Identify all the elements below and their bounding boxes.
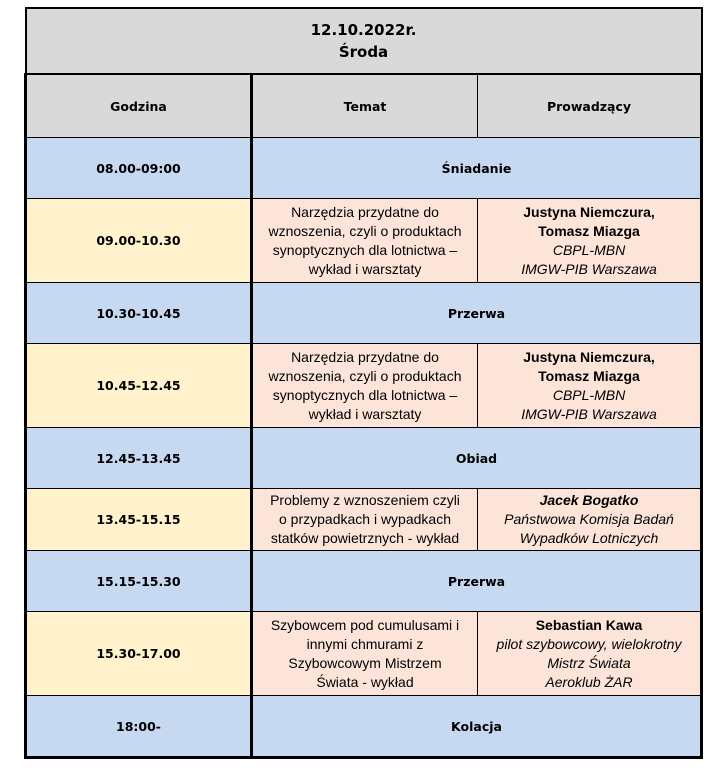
table-row [26,428,702,489]
lead-cell [478,489,702,551]
time-cell: 08.00-09:00 [26,138,252,199]
lead-name: Jacek Bogatko [539,492,639,508]
table-row [26,612,702,696]
topic-cell: Narzędzia przydatne do wznoszenia, czyli o produktach synoptycznych dla lotnictwa – wykład i warsztaty [252,199,478,283]
table-row [26,551,702,612]
time-cell: 10.30-10.45 [26,283,252,344]
time-cell: 18:00- [26,696,252,758]
lead-org: Aeroklub ŻAR [545,673,633,690]
table-row [26,489,702,551]
lead-org: pilot szybowcowy, wielokrotny [496,635,682,652]
time-cell: 10.45-12.45 [26,344,252,428]
table-row [26,344,702,428]
time-cell: 15.30-17.00 [26,612,252,696]
lead-cell [478,612,702,696]
time-cell: 12.45-13.45 [26,428,252,489]
schedule-table [24,7,703,759]
lead-org: Wypadków Lotniczych [519,530,659,546]
lead-org: Państwowa Komisja Badań [504,511,674,527]
schedule-day: Środa [338,43,389,61]
topic-cell: Problemy z wznoszeniem czyli o przypadkach i wypadkach statków powietrznych - wykład [252,489,478,551]
column-header-time: Godzina [26,74,252,138]
lead-cell [478,344,702,428]
event-label: Kolacja [252,696,702,758]
time-cell: 09.00-10.30 [26,199,252,283]
table-row [26,138,702,199]
lead-name: Justyna Niemczura, [523,348,655,365]
time-cell: 13.45-15.15 [26,489,252,551]
schedule-date: 12.10.2022r. [310,21,417,39]
table-row [26,199,702,283]
lead-cell [478,199,702,283]
topic-cell: Szybowcem pod cumulusami i innymi chmurami z Szybowcowym Mistrzem Świata - wykład [252,612,478,696]
table-row [26,696,702,758]
topic-cell: Narzędzia przydatne do wznoszenia, czyli o produktach synoptycznych dla lotnictwa – wykład i warsztaty [252,344,478,428]
lead-name: Sebastian Kawa [535,616,643,633]
event-label: Obiad [252,428,702,489]
lead-org: IMGW-PIB Warszawa [521,405,657,422]
column-header-topic: Temat [252,74,478,138]
event-label: Przerwa [252,551,702,612]
lead-org: Mistrz Świata [547,654,631,671]
event-label: Śniadanie [252,138,702,199]
lead-name: Justyna Niemczura, [523,203,655,220]
table-row [26,283,702,344]
lead-org: CBPL-MBN [552,386,626,403]
column-header-lead: Prowadzący [478,74,702,138]
lead-name: Tomasz Miazga [538,367,640,384]
time-cell: 15.15-15.30 [26,551,252,612]
event-label: Przerwa [252,283,702,344]
lead-org: CBPL-MBN [552,241,626,258]
lead-org: IMGW-PIB Warszawa [521,260,657,277]
schedule-header [26,8,702,74]
lead-name: Tomasz Miazga [538,222,640,239]
